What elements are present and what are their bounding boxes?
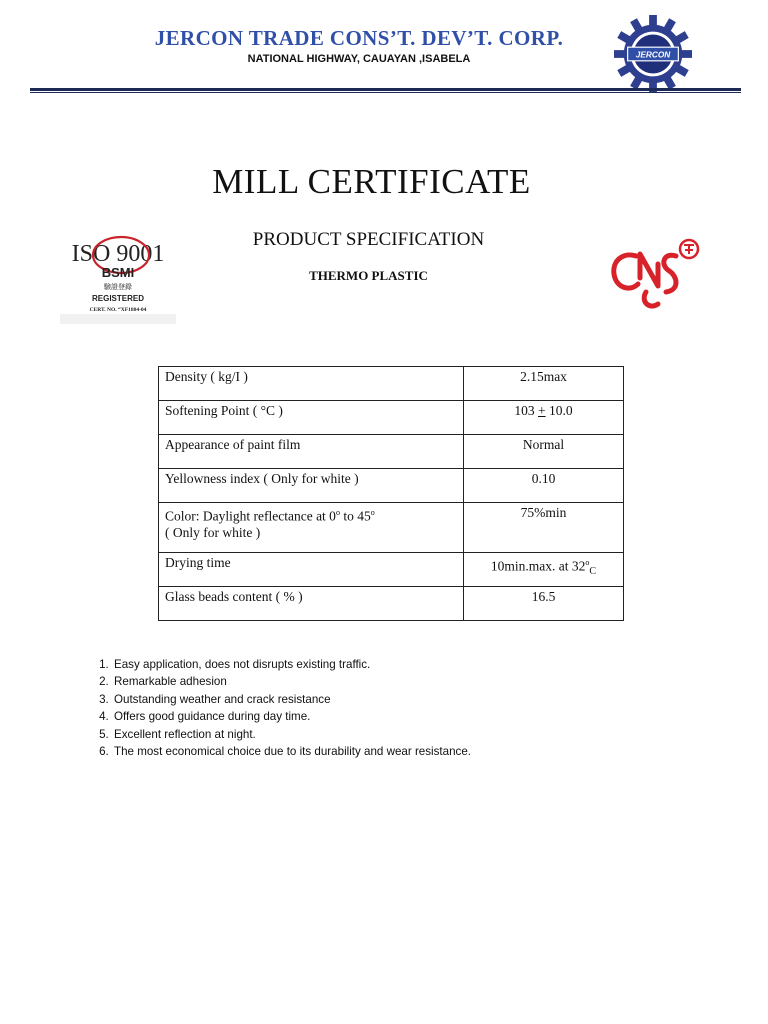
registered-text: REGISTERED bbox=[91, 294, 145, 303]
document-subtitle: PRODUCT SPECIFICATION bbox=[252, 229, 485, 250]
table-row bbox=[159, 553, 624, 587]
bsmi-text: BSMI bbox=[101, 265, 135, 280]
degree-sup: o bbox=[335, 508, 340, 517]
value-tail: 10.0 bbox=[549, 403, 573, 418]
table-row bbox=[159, 401, 624, 435]
table-cell-parameter: Appearance of paint film bbox=[159, 435, 464, 469]
table-cell-value: 2.15max bbox=[464, 367, 624, 401]
table-cell-parameter: Glass beads content ( % ) bbox=[159, 587, 464, 621]
company-name: JERCON TRADE CONS’T. DEV’T. CORP. bbox=[154, 26, 564, 50]
list-item: 3. Outstanding weather and crack resistance bbox=[112, 691, 471, 708]
table-cell-value bbox=[464, 401, 624, 435]
value-main: 103 bbox=[514, 403, 535, 418]
table-row bbox=[159, 469, 624, 503]
bsmi-cn-text: 驗證登錄 bbox=[104, 283, 132, 291]
company-address: NATIONAL HIGHWAY, CAUAYAN ,ISABELA bbox=[247, 53, 471, 65]
table-row bbox=[159, 367, 624, 401]
degree-sup: o bbox=[585, 558, 590, 567]
value-main: 10min.max. at 32 bbox=[490, 558, 586, 574]
table-cell-value: Normal bbox=[464, 435, 624, 469]
table-cell-parameter: Softening Point ( °C ) bbox=[159, 401, 464, 435]
cert-no-text: CERT. NO. “XF1804-04 bbox=[89, 307, 147, 313]
list-item: 1. Easy application, does not disrupts existing traffic. bbox=[112, 656, 471, 673]
plus-minus: + bbox=[538, 403, 546, 418]
param-line2: ( Only for white ) bbox=[165, 524, 261, 540]
table-row bbox=[159, 435, 624, 469]
table-cell-value bbox=[464, 553, 624, 587]
table-cell-value: 16.5 bbox=[464, 587, 624, 621]
table-cell-value: 0.10 bbox=[464, 469, 624, 503]
list-item: 6. The most economical choice due to its durability and wear resistance. bbox=[112, 743, 471, 760]
table-cell-parameter: Drying time bbox=[159, 553, 464, 587]
list-item: 5. Excellent reflection at night. bbox=[112, 726, 471, 743]
features-list bbox=[78, 656, 471, 760]
gear-logo-text: JERCON bbox=[635, 50, 671, 60]
table-cell-parameter bbox=[159, 503, 464, 553]
table-cell-parameter: Yellowness index ( Only for white ) bbox=[159, 469, 464, 503]
table-row bbox=[159, 503, 624, 553]
list-item: 2. Remarkable adhesion bbox=[112, 673, 471, 690]
product-name: THERMO PLASTIC bbox=[309, 268, 428, 283]
table-cell-value: 75%min bbox=[464, 503, 624, 553]
iso-text: ISO 9001 bbox=[71, 241, 165, 267]
document-title: MILL CERTIFICATE bbox=[212, 162, 531, 201]
param-line1: Color: Daylight reflectance at 0 bbox=[165, 508, 336, 524]
company-gear-logo bbox=[614, 15, 692, 93]
param-mid: to 45 bbox=[339, 508, 371, 524]
header-rule bbox=[30, 88, 741, 91]
table-row bbox=[159, 587, 624, 621]
unit-sub: C bbox=[589, 566, 597, 578]
table-cell-parameter: Density ( kg/I ) bbox=[159, 367, 464, 401]
degree-sup: o bbox=[370, 508, 375, 517]
spec-table bbox=[158, 366, 624, 621]
cns-logo bbox=[606, 234, 704, 314]
list-item: 4. Offers good guidance during day time. bbox=[112, 708, 471, 725]
header-rule-thin bbox=[30, 92, 741, 93]
iso-9001-logo bbox=[60, 228, 176, 324]
